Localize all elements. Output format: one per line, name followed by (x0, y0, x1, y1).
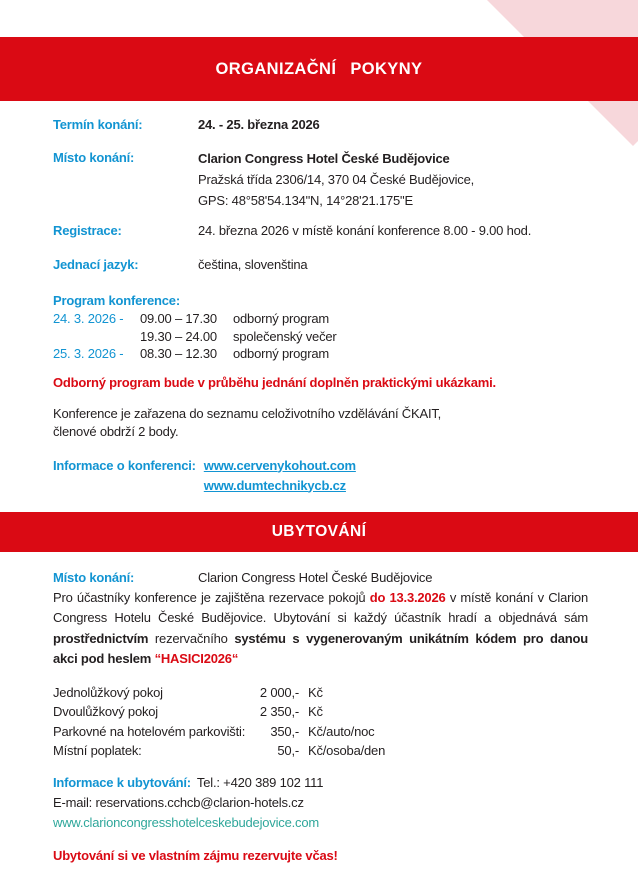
program-time: 08.30 – 12.30 (140, 346, 217, 361)
link-cervenykohout[interactable]: www.cervenykohout.com (203, 457, 356, 473)
contact-label: Informace k ubytování: (53, 774, 191, 790)
field-label: Místo konání: (53, 569, 135, 585)
field-misto-konani (53, 148, 588, 211)
conference-info-links (53, 456, 588, 496)
accommodation-contact (53, 773, 588, 833)
price-list (53, 683, 588, 761)
organizacni-pokyny-section (0, 115, 638, 496)
paragraph-text: v místě konání v Clarion Congress Hotelu České Budějovice. Ubytování si každý účastník hradí a objednává sám (53, 589, 588, 625)
contact-phone-line (53, 773, 588, 793)
venue-name: Clarion Congress Hotel České Budějovice (198, 151, 450, 166)
venue-address: Pražská třída 2306/14, 370 04 České Budějovice, (198, 172, 475, 187)
ckait-note (53, 405, 588, 441)
field-label: Registrace: (53, 223, 122, 238)
info-label: Informace o konferenci: (53, 457, 196, 473)
price-label: Jednolůžkový pokoj (53, 684, 163, 700)
price-label: Parkovné na hotelovém parkovišti: (53, 723, 246, 739)
price-row (53, 722, 588, 742)
program-row (53, 345, 588, 363)
price-row (53, 702, 588, 722)
reservation-reminder: Ubytování si ve vlastním zájmu rezervujte včas! (53, 847, 338, 863)
paragraph-text-bold: prostřednictvím (53, 630, 149, 646)
paragraph-text: Pro účastníky konference je zajištěna rezervace pokojů (53, 589, 370, 605)
program-note: Odborný program bude v průběhu jednání doplněn praktickými ukázkami. (53, 374, 496, 390)
program-date (53, 328, 140, 346)
paragraph-text-bold: systému s vygenerovaným unikátním kódem pro danou akci pod heslem (53, 630, 589, 666)
ubytovani-section (0, 568, 638, 865)
ckait-line-1: Konference je zařazena do seznamu celoživotního vzdělávání ČKAIT, (53, 405, 442, 421)
price-unit: Kč/osoba/den (308, 743, 386, 758)
field-termin-konani (53, 115, 588, 135)
program-row (53, 328, 588, 346)
price-label: Dvoulůžkový pokoj (53, 704, 158, 719)
section-title: ORGANIZAČNÍ POKYNY (215, 59, 423, 78)
program-activity: odborný program (233, 311, 329, 326)
ckait-line-2: členové obdrží 2 body. (53, 423, 179, 439)
program-date: 24. 3. 2026 - (53, 311, 124, 326)
program-time: 09.00 – 17.30 (140, 311, 217, 326)
contact-email-line: E-mail: reservations.cchcb@clarion-hotels.cz (53, 794, 304, 810)
price-unit: Kč (308, 704, 323, 719)
section-header-organizacni-pokyny (0, 37, 638, 101)
contact-web-line (53, 813, 588, 833)
price-amount: 350,- (270, 723, 299, 739)
price-amount: 50,- (277, 743, 299, 758)
venue-gps: GPS: 48°58'54.134"N, 14°28'21.175"E (198, 193, 413, 208)
price-row (53, 741, 588, 761)
price-row (53, 683, 588, 703)
link-dumtechnikycb[interactable]: www.dumtechnikycb.cz (203, 477, 346, 493)
price-unit: Kč/auto/noc (308, 723, 375, 739)
field-registrace (53, 221, 588, 241)
field-jednaci-jazyk (53, 255, 588, 275)
section-header-ubytovani (0, 512, 638, 552)
reservation-code: “HASICI2026“ (154, 651, 239, 666)
field-value: čeština, slovenština (198, 257, 308, 272)
contact-phone: Tel.: +420 389 102 111 (196, 774, 324, 790)
price-amount: 2 350,- (259, 704, 299, 719)
program-time: 19.30 – 24.00 (140, 328, 217, 344)
program-activity: odborný program (233, 346, 329, 361)
link-hotel-website[interactable]: www.clarioncongresshotelceskebudejovice.com (53, 814, 319, 830)
program-label: Program konference: (53, 293, 180, 308)
info-links (204, 456, 356, 496)
section-title: UBYTOVÁNÍ (271, 522, 367, 540)
field-label: Místo konání: (53, 150, 135, 165)
field-value: 24. března 2026 v místě konání konference 8.00 - 9.00 hod. (198, 223, 532, 238)
reservation-paragraph (53, 588, 588, 670)
price-amount: 2 000,- (259, 684, 299, 700)
price-label: Místní poplatek: (53, 743, 142, 758)
program-date: 25. 3. 2026 - (53, 346, 124, 361)
field-label: Jednací jazyk: (53, 257, 139, 272)
program-activity: společenský večer (233, 328, 337, 344)
field-value (198, 148, 588, 211)
field-value: Clarion Congress Hotel České Budějovice (198, 569, 433, 585)
price-unit: Kč (308, 684, 323, 700)
program-row (53, 310, 588, 328)
field-label: Termín konání: (53, 117, 143, 132)
paragraph-text: rezervačního (148, 630, 235, 646)
field-value: 24. - 25. března 2026 (198, 117, 320, 132)
deadline-date: do 13.3.2026 (369, 589, 446, 605)
field-misto-konani-hotel (53, 568, 588, 588)
program-schedule (53, 291, 588, 363)
